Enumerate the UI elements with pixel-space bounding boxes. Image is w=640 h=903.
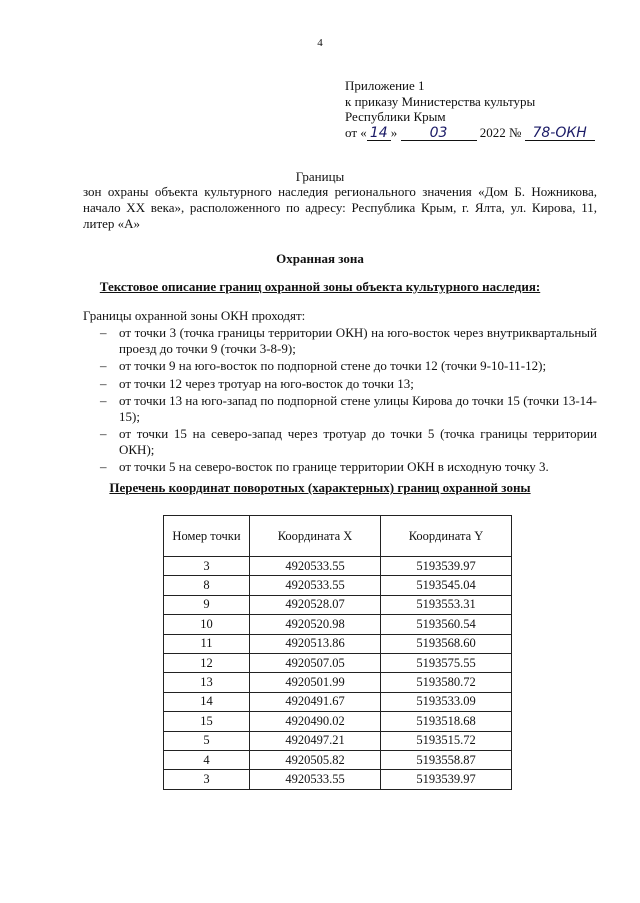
- appendix-line-2: к приказу Министерства культуры: [345, 93, 536, 109]
- table-row: 12 4920507.05 5193575.55: [164, 653, 512, 672]
- section-title: Охранная зона: [276, 251, 364, 266]
- order-number: 78-ОКН: [525, 127, 595, 141]
- date-year: 2022 №: [479, 124, 522, 140]
- document-title: Границы: [295, 169, 345, 184]
- table-row: 9 4920528.07 5193553.31: [164, 595, 512, 614]
- date-month: 03: [401, 127, 477, 141]
- boundaries-intro: Границы охранной зоны ОКН проходят:: [83, 308, 306, 323]
- table-row: 11 4920513.86 5193568.60: [164, 634, 512, 653]
- appendix-line-3: Республики Крым: [345, 109, 446, 124]
- table-row: 15 4920490.02 5193518.68: [164, 712, 512, 731]
- description-heading: Текстовое описание границ охранной зоны объекта культурного наследия:: [99, 279, 541, 294]
- bullet-dash: –: [100, 375, 107, 391]
- table-row: 3 4920533.55 5193539.97: [164, 770, 512, 789]
- table-row: 3 4920533.55 5193539.97: [164, 557, 512, 576]
- list-item: – от точки 12 через тротуар на юго-восток до точки 13;: [100, 375, 414, 391]
- date-prefix: от «: [345, 124, 367, 140]
- header-coord-y: Координата Y: [381, 516, 512, 557]
- coordinates-table: [163, 515, 512, 790]
- bullet-dash: –: [100, 393, 107, 408]
- table-row: 5 4920497.21 5193515.72: [164, 731, 512, 750]
- appendix-line-1: Приложение 1: [345, 78, 425, 93]
- intro-text: зон охраны объекта культурного наследия регионального значения «Дом Б. Ножникова, начало XX века», расположенного по адресу: Республика Крым, г. Ялта, ул. Кирова, 11, литер «А»: [83, 184, 597, 231]
- table-row: 13 4920501.99 5193580.72: [164, 673, 512, 692]
- list-item: – от точки 15 на северо-запад через тротуар до точки 5 (точка границы территории ОКН);: [100, 426, 597, 457]
- bullet-dash: –: [100, 459, 107, 474]
- list-item: – от точки 13 на юго-запад по подпорной стене улицы Кирова до точки 15 (точки 13-14-15);: [100, 393, 597, 424]
- bullet-dash: –: [100, 426, 107, 441]
- coords-heading: Перечень координат поворотных (характерных) границ охранной зоны: [109, 480, 531, 495]
- table-row: 8 4920533.55 5193545.04: [164, 576, 512, 595]
- appendix-date-line: [345, 125, 625, 141]
- date-day: 14: [367, 127, 391, 141]
- appendix-block: [345, 78, 625, 141]
- table-header-row: [164, 516, 512, 557]
- table-row: 4 4920505.82 5193558.87: [164, 750, 512, 769]
- date-day-suffix: »: [390, 124, 398, 140]
- header-point-number: Номер точки: [164, 516, 250, 557]
- bullet-dash: –: [100, 325, 107, 340]
- header-coord-x: Координата X: [250, 516, 381, 557]
- intro-paragraph: [83, 184, 597, 232]
- table-row: 14 4920491.67 5193533.09: [164, 692, 512, 711]
- list-item: – от точки 5 на северо-восток по границе территории ОКН в исходную точку 3.: [100, 459, 549, 474]
- list-item: – от точки 3 (точка границы территории ОКН) на юго-восток через внутриквартальный проезд до точки 9 (точки 3-8-9);: [100, 325, 597, 356]
- page-number: 4: [317, 37, 323, 49]
- bullet-dash: –: [100, 358, 107, 373]
- boundaries-list: [100, 325, 597, 477]
- list-item: – от точки 9 на юго-восток по подпорной стене до точки 12 (точки 9-10-11-12);: [100, 358, 547, 373]
- table-row: 10 4920520.98 5193560.54: [164, 615, 512, 634]
